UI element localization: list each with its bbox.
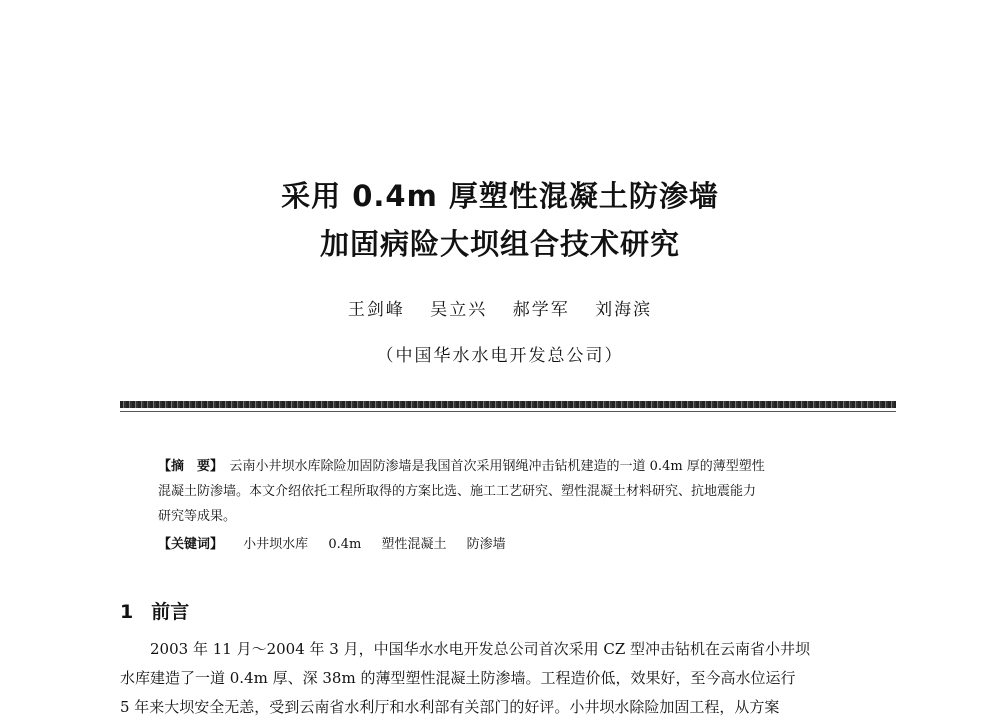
abstract-line xyxy=(158,454,878,479)
abstract-line: 混凝土防渗墙。本文介绍依托工程所取得的方案比选、施工工艺研究、塑性混凝土材料研究、抗地震能力 xyxy=(158,484,757,499)
body-line: 2003 年 11 月～2004 年 3 月，中国华水水电开发总公司首次采用 CZ 型冲击钻机在云南省小井坝 xyxy=(150,640,811,658)
affiliation: （中国华水水电开发总公司） xyxy=(376,346,624,366)
author-name: 刘海滨 xyxy=(595,300,653,320)
abstract-line: 研究等成果。 xyxy=(158,509,237,524)
keywords-block xyxy=(158,535,506,555)
author-name: 郝学军 xyxy=(512,300,570,320)
body-line: 水库建造了一道 0.4m 厚、深 38m 的薄型塑性混凝土防渗墙。工程造价低，效果好，至今高水位运行 xyxy=(120,669,796,687)
abstract-block xyxy=(158,454,878,529)
header-rule xyxy=(120,401,896,408)
keywords-label: 【关键词】 xyxy=(158,537,224,552)
paper-title-line-2: 加固病险大坝组合技术研究 xyxy=(319,227,680,261)
header-rule-thin xyxy=(120,411,896,412)
author-list xyxy=(0,295,1000,320)
section-heading xyxy=(120,597,189,624)
section-title: 前言 xyxy=(151,601,190,623)
keyword: 0.4m xyxy=(328,537,362,552)
author-name: 吴立兴 xyxy=(430,300,488,320)
abstract-label: 【摘 要】 xyxy=(158,459,217,474)
abstract-text: 云南小井坝水库除险加固防渗墙是我国首次采用钢绳冲击钻机建造的一道 0.4m 厚的薄型塑性 xyxy=(229,459,765,474)
section-number: 1 xyxy=(120,601,134,623)
author-name: 王剑峰 xyxy=(347,300,405,320)
keyword: 小井坝水库 xyxy=(243,537,309,552)
body-line: 5 年来大坝安全无恙，受到云南省水利厅和水利部有关部门的好评。小井坝水除险加固工程，从方案 xyxy=(120,698,780,716)
body-text xyxy=(120,635,900,722)
paper-title-line-1: 采用 0.4m 厚塑性混凝土防渗墙 xyxy=(281,179,719,213)
keyword: 塑性混凝土 xyxy=(381,537,447,552)
keyword: 防渗墙 xyxy=(466,537,506,552)
